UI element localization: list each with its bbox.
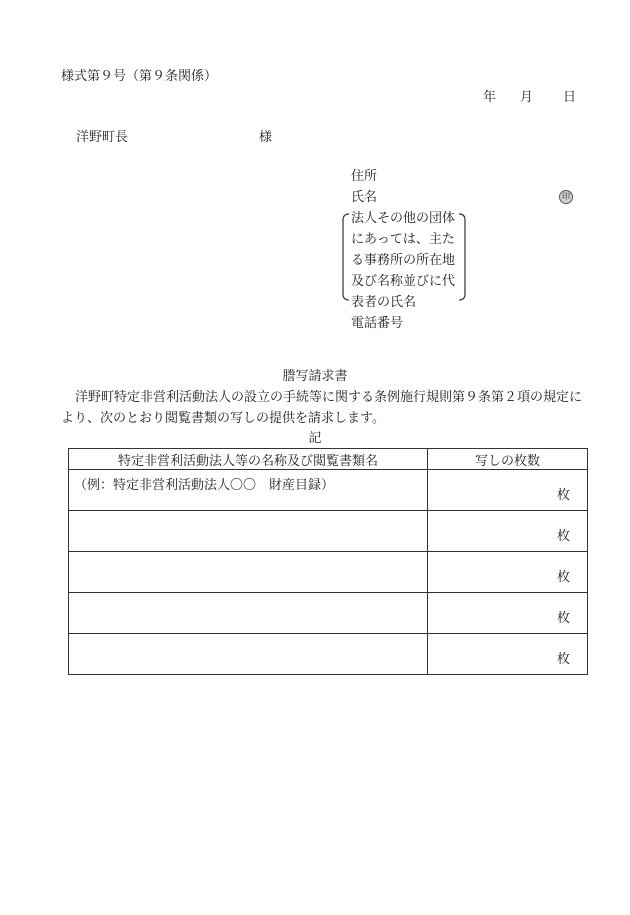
document-name-cell[interactable] xyxy=(69,634,428,675)
header-document-name: 特定非営利活動法人等の名称及び閲覧書類名 xyxy=(69,449,428,470)
date-day-label: 日 xyxy=(563,90,577,105)
document-name-cell[interactable] xyxy=(69,552,428,593)
body-text-line-2: より、次のとおり閲覧書類の写しの提供を請求します。 xyxy=(61,411,385,426)
sheet-unit: 枚 xyxy=(556,611,570,626)
note-line-4: 及び名称並びに代 xyxy=(351,274,456,289)
table-row xyxy=(69,552,588,593)
date-year-label: 年 xyxy=(483,90,497,105)
table-row xyxy=(69,593,588,634)
document-name-cell[interactable] xyxy=(69,470,428,511)
table-row xyxy=(69,470,588,511)
table-row xyxy=(69,511,588,552)
seal-icon: 印 xyxy=(559,190,573,204)
body-text-line-1: 洋野町特定非営利活動法人の設立の手続等に関する条例施行規則第９条第２項の規定に xyxy=(75,390,583,405)
sheet-unit: 枚 xyxy=(556,652,570,667)
table-header-row xyxy=(69,449,588,470)
example-text: （例：特定非営利活動法人〇〇 財産目録） xyxy=(74,478,335,493)
document-name-cell[interactable] xyxy=(69,511,428,552)
name-label: 氏名 xyxy=(351,190,378,205)
sheet-unit: 枚 xyxy=(556,529,570,544)
note-line-5: 表者の氏名 xyxy=(351,295,417,310)
copy-count-cell[interactable] xyxy=(428,511,588,552)
document-title: 謄写請求書 xyxy=(282,369,348,384)
form-number: 様式第９号（第９条関係） xyxy=(61,69,218,84)
documents-table xyxy=(68,448,588,675)
phone-label: 電話番号 xyxy=(351,316,404,331)
copy-count-cell[interactable] xyxy=(428,552,588,593)
header-copy-count: 写しの枚数 xyxy=(428,449,588,470)
sheet-unit: 枚 xyxy=(556,488,570,503)
sheet-unit: 枚 xyxy=(556,570,570,585)
ki-heading: 記 xyxy=(308,431,322,446)
copy-count-cell[interactable] xyxy=(428,470,588,511)
note-line-2: にあっては、主た xyxy=(351,232,455,247)
recipient-honorific: 様 xyxy=(259,130,273,145)
note-line-3: る事務所の所在地 xyxy=(351,253,456,268)
table-row xyxy=(69,634,588,675)
address-label: 住所 xyxy=(351,169,378,184)
copy-count-cell[interactable] xyxy=(428,593,588,634)
date-month-label: 月 xyxy=(520,90,534,105)
note-line-1: 法人その他の団体 xyxy=(351,211,456,226)
copy-count-cell[interactable] xyxy=(428,634,588,675)
document-name-cell[interactable] xyxy=(69,593,428,634)
recipient-name: 洋野町長 xyxy=(76,130,129,145)
